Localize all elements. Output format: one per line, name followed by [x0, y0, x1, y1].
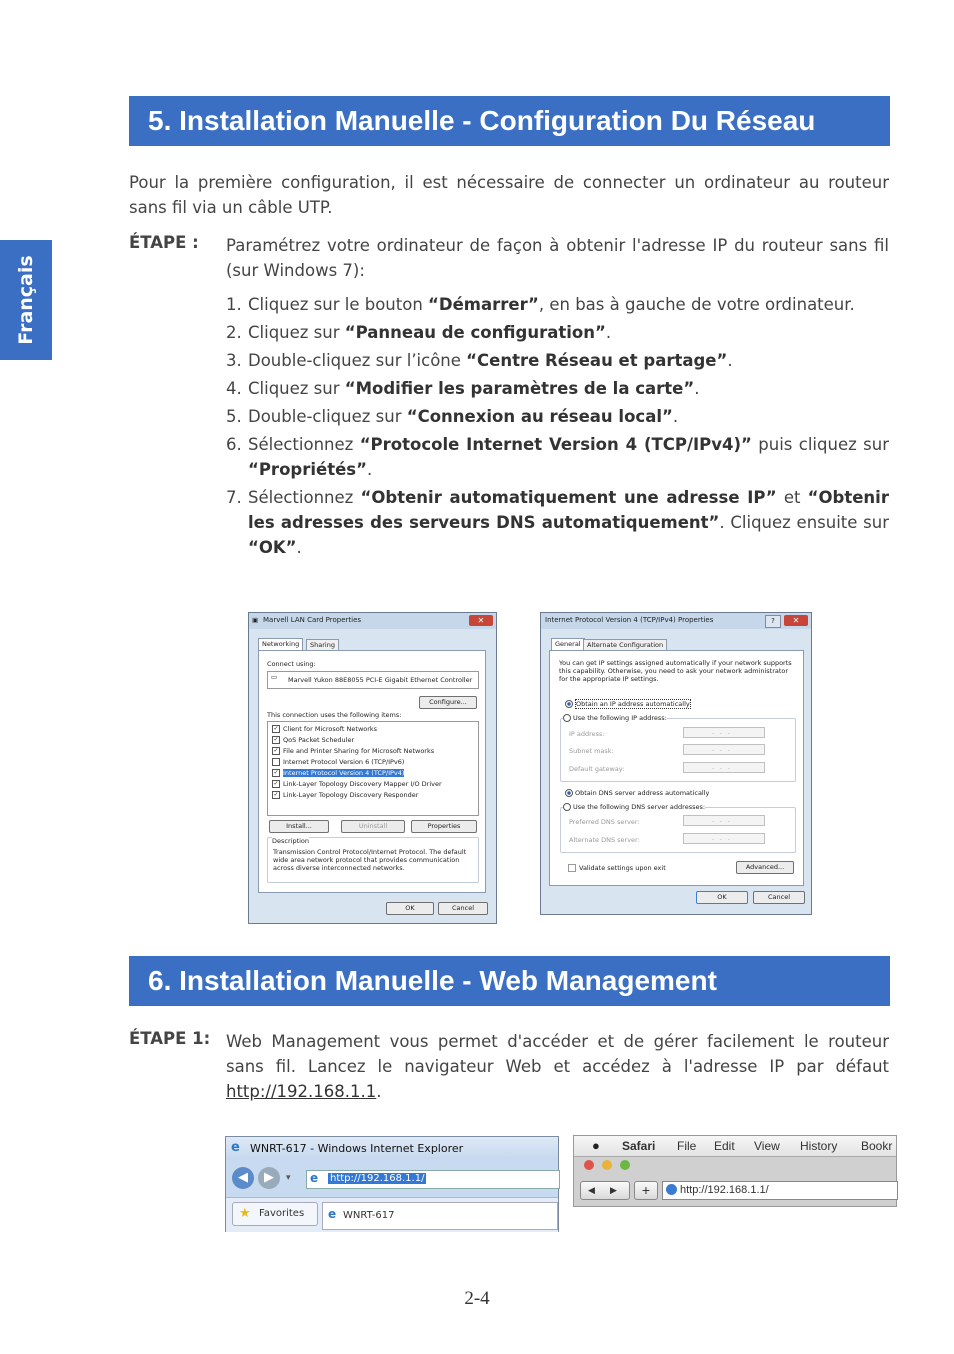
back-forward-buttons[interactable] — [580, 1181, 630, 1200]
safari-address-bar[interactable] — [662, 1181, 898, 1200]
ie-favorites-bar — [226, 1197, 558, 1232]
apple-icon[interactable]: ● — [592, 1138, 600, 1153]
language-label: Français — [15, 255, 37, 345]
tab-general[interactable]: General — [551, 638, 585, 650]
preferred-dns-label: Preferred DNS server: — [569, 818, 640, 826]
section5-banner — [129, 96, 890, 146]
use-dns-option[interactable]: Use the following DNS server addresses: — [563, 803, 705, 811]
checkbox[interactable]: ✓ — [273, 780, 279, 787]
step1-label: ÉTAPE 1: — [129, 1029, 211, 1048]
ie-logo-icon: e — [231, 1140, 240, 1155]
advanced-button[interactable]: Advanced... — [736, 861, 794, 874]
safari-browser — [573, 1135, 897, 1207]
alternate-dns-field[interactable]: ... — [683, 833, 765, 844]
adapter-name: Marvell Yukon 88E8055 PCI-E Gigabit Ethernet Controller — [288, 676, 473, 684]
description-label: Description — [272, 837, 310, 845]
radio-button[interactable] — [565, 789, 573, 797]
ie-tab[interactable]: e WNRT-617 — [322, 1202, 558, 1230]
history-dropdown-icon[interactable]: ▾ — [286, 1173, 291, 1183]
dialog-titlebar — [249, 613, 496, 629]
tab-sharing[interactable]: Sharing — [306, 639, 339, 651]
radio-button[interactable] — [565, 700, 573, 708]
close-button[interactable]: ✕ — [784, 615, 808, 626]
tab-page-icon: e — [328, 1207, 337, 1221]
default-gateway-field[interactable]: ... — [683, 762, 765, 773]
install-button[interactable]: Install... — [269, 820, 329, 833]
section6-banner — [129, 956, 890, 1006]
radio-button[interactable] — [563, 714, 571, 722]
cancel-button[interactable]: Cancel — [438, 902, 488, 915]
items-list — [267, 721, 479, 816]
checkbox[interactable]: ✓ — [273, 791, 279, 798]
static-dns-group — [560, 803, 796, 853]
page-number: 2-4 — [464, 1288, 490, 1309]
list-item: 7. Sélectionnez “Obtenir automatiquement une adresse IP” et “Obtenir les adresses des serveurs DNS automatiquement”. Cliquez ensuite sur “OK”. — [226, 488, 889, 557]
section5-intro: Pour la première configuration, il est nécessaire de connecter un ordinateur au routeur sans fil via un câble UTP. — [129, 173, 889, 217]
ie-window-title: WNRT-617 - Windows Internet Explorer — [250, 1142, 464, 1155]
list-item: 6. Sélectionnez “Protocole Internet Version 4 (TCP/IPv4)” puis cliquez sur “Propriétés”. — [226, 435, 889, 479]
list-item: 1. Cliquez sur le bouton “Démarrer”, en bas à gauche de votre ordinateur. — [226, 295, 855, 314]
validate-checkbox[interactable]: Validate settings upon exit — [568, 864, 666, 872]
subnet-mask-field[interactable]: ... — [683, 744, 765, 755]
ipv4-properties-dialog — [540, 612, 812, 915]
description-text: Transmission Control Protocol/Internet Protocol. The default wide area network protocol that provides communication across diverse interconnected networks. — [273, 848, 467, 872]
list-item: 2. Cliquez sur “Panneau de configuration”. — [226, 323, 612, 342]
networking-pane — [258, 650, 486, 893]
minimize-window-button[interactable] — [602, 1160, 612, 1170]
forward-arrow-icon[interactable]: ▶ — [610, 1185, 617, 1195]
obtain-dns-option[interactable]: Obtain DNS server address automatically — [565, 789, 709, 797]
list-item[interactable]: ✓ Internet Protocol Version 4 (TCP/IPv4) — [273, 769, 405, 777]
menu-view[interactable]: View — [754, 1139, 780, 1153]
favorites-button[interactable]: ★ Favorites — [232, 1202, 318, 1226]
ie-titlebar — [226, 1137, 558, 1159]
connect-using-label: Connect using: — [267, 660, 316, 668]
general-pane — [549, 650, 804, 886]
star-icon: ★ — [239, 1206, 251, 1221]
menu-edit[interactable]: Edit — [714, 1139, 735, 1153]
language-tab — [0, 240, 52, 360]
list-item: 3. Double-cliquez sur l’icône “Centre Réseau et partage”. — [226, 351, 733, 370]
tab-alternate[interactable]: Alternate Configuration — [583, 639, 667, 651]
static-ip-group — [560, 714, 796, 782]
adapter-icon: ▭ — [271, 673, 278, 681]
forward-button[interactable]: ▶ — [258, 1167, 280, 1189]
ok-button[interactable]: OK — [386, 902, 434, 915]
lan-properties-dialog — [248, 612, 497, 924]
alternate-dns-label: Alternate DNS server: — [569, 836, 640, 844]
obtain-ip-option[interactable]: Obtain an IP address automatically — [565, 700, 691, 708]
menu-safari[interactable]: Safari — [622, 1139, 656, 1153]
checkbox[interactable]: ✓ — [273, 736, 279, 743]
tab-networking[interactable]: Networking — [258, 638, 303, 650]
checkbox[interactable]: ✓ — [273, 747, 279, 754]
zoom-window-button[interactable] — [620, 1160, 630, 1170]
globe-icon — [666, 1184, 677, 1195]
ie-address-bar[interactable] — [306, 1170, 560, 1189]
step-list — [226, 292, 889, 563]
default-gateway-label: Default gateway: — [569, 765, 625, 773]
back-arrow-icon[interactable]: ◀ — [588, 1185, 595, 1195]
safari-url-text: http://192.168.1.1/ — [680, 1184, 769, 1196]
checkbox[interactable] — [272, 758, 280, 766]
ie-browser — [225, 1136, 559, 1232]
radio-button[interactable] — [563, 803, 571, 811]
subnet-mask-label: Subnet mask: — [569, 747, 614, 755]
ip-address-label: IP address: — [569, 730, 605, 738]
ok-button[interactable]: OK — [696, 891, 748, 904]
section5-title: 5. Installation Manuelle - Configuration Du Réseau — [148, 105, 816, 136]
ip-address-field[interactable]: ... — [683, 727, 765, 738]
list-item[interactable]: ✓ File and Printer Sharing for Microsoft Networks — [273, 747, 435, 755]
properties-button[interactable]: Properties — [411, 820, 477, 833]
checkbox[interactable]: ✓ — [273, 769, 279, 776]
list-item[interactable]: ✓ Client for Microsoft Networks — [273, 725, 378, 733]
menu-bookmarks[interactable]: Bookr — [861, 1139, 893, 1153]
mac-menubar — [574, 1136, 896, 1157]
page-icon: e — [310, 1171, 319, 1185]
step-text: Paramétrez votre ordinateur de façon à obtenir l'adresse IP du routeur sans fil (sur Windows 7): — [226, 236, 889, 280]
step-label: ÉTAPE : — [129, 233, 199, 252]
dialog-title: Marvell LAN Card Properties — [263, 616, 362, 624]
default-ip-link[interactable]: http://192.168.1.1 — [226, 1082, 377, 1101]
add-bookmark-button[interactable]: + — [634, 1181, 658, 1200]
network-icon: ▣ — [252, 616, 259, 624]
adapter-box — [267, 671, 479, 689]
list-item[interactable]: ✓ Link-Layer Topology Discovery Mapper I/O Driver — [273, 780, 442, 788]
checkbox[interactable]: ✓ — [273, 725, 279, 732]
list-item[interactable]: ✓ Link-Layer Topology Discovery Responder — [273, 791, 419, 799]
items-label: This connection uses the following items: — [267, 711, 402, 719]
close-button[interactable]: ✕ — [469, 615, 493, 626]
help-button[interactable]: ? — [765, 615, 781, 628]
use-ip-option[interactable]: Use the following IP address: — [563, 714, 667, 722]
dialog-title: Internet Protocol Version 4 (TCP/IPv4) Properties — [545, 616, 714, 624]
menu-history[interactable]: History — [800, 1139, 838, 1153]
ie-url-text: http://192.168.1.1/ — [330, 1173, 425, 1184]
info-text: You can get IP settings assigned automatically if your network supports this capability. Otherwise, you need to ask your network administrator for the appropriate IP settings. — [559, 659, 792, 683]
list-item: 5. Double-cliquez sur “Connexion au réseau local”. — [226, 407, 679, 426]
cancel-button[interactable]: Cancel — [753, 891, 805, 904]
back-button[interactable]: ◀ — [232, 1167, 254, 1189]
dialog-titlebar — [541, 613, 811, 629]
list-item[interactable]: ✓ QoS Packet Scheduler — [273, 736, 355, 744]
list-item[interactable]: Internet Protocol Version 6 (TCP/IPv6) — [272, 758, 404, 766]
section6-title: 6. Installation Manuelle - Web Management — [148, 965, 717, 996]
step1-text: Web Management vous permet d'accéder et de gérer facilement le routeur sans fil. Lancez le navigateur Web et accédez à l'adresse IP par défaut http://192.168.1.1. — [226, 1032, 889, 1101]
menu-file[interactable]: File — [677, 1139, 697, 1153]
list-item: 4. Cliquez sur “Modifier les paramètres de la carte”. — [226, 379, 700, 398]
description-group — [267, 837, 479, 883]
close-window-button[interactable] — [584, 1160, 594, 1170]
configure-button[interactable]: Configure... — [419, 696, 477, 709]
uninstall-button[interactable]: Uninstall — [341, 820, 405, 833]
preferred-dns-field[interactable]: ... — [683, 815, 765, 826]
